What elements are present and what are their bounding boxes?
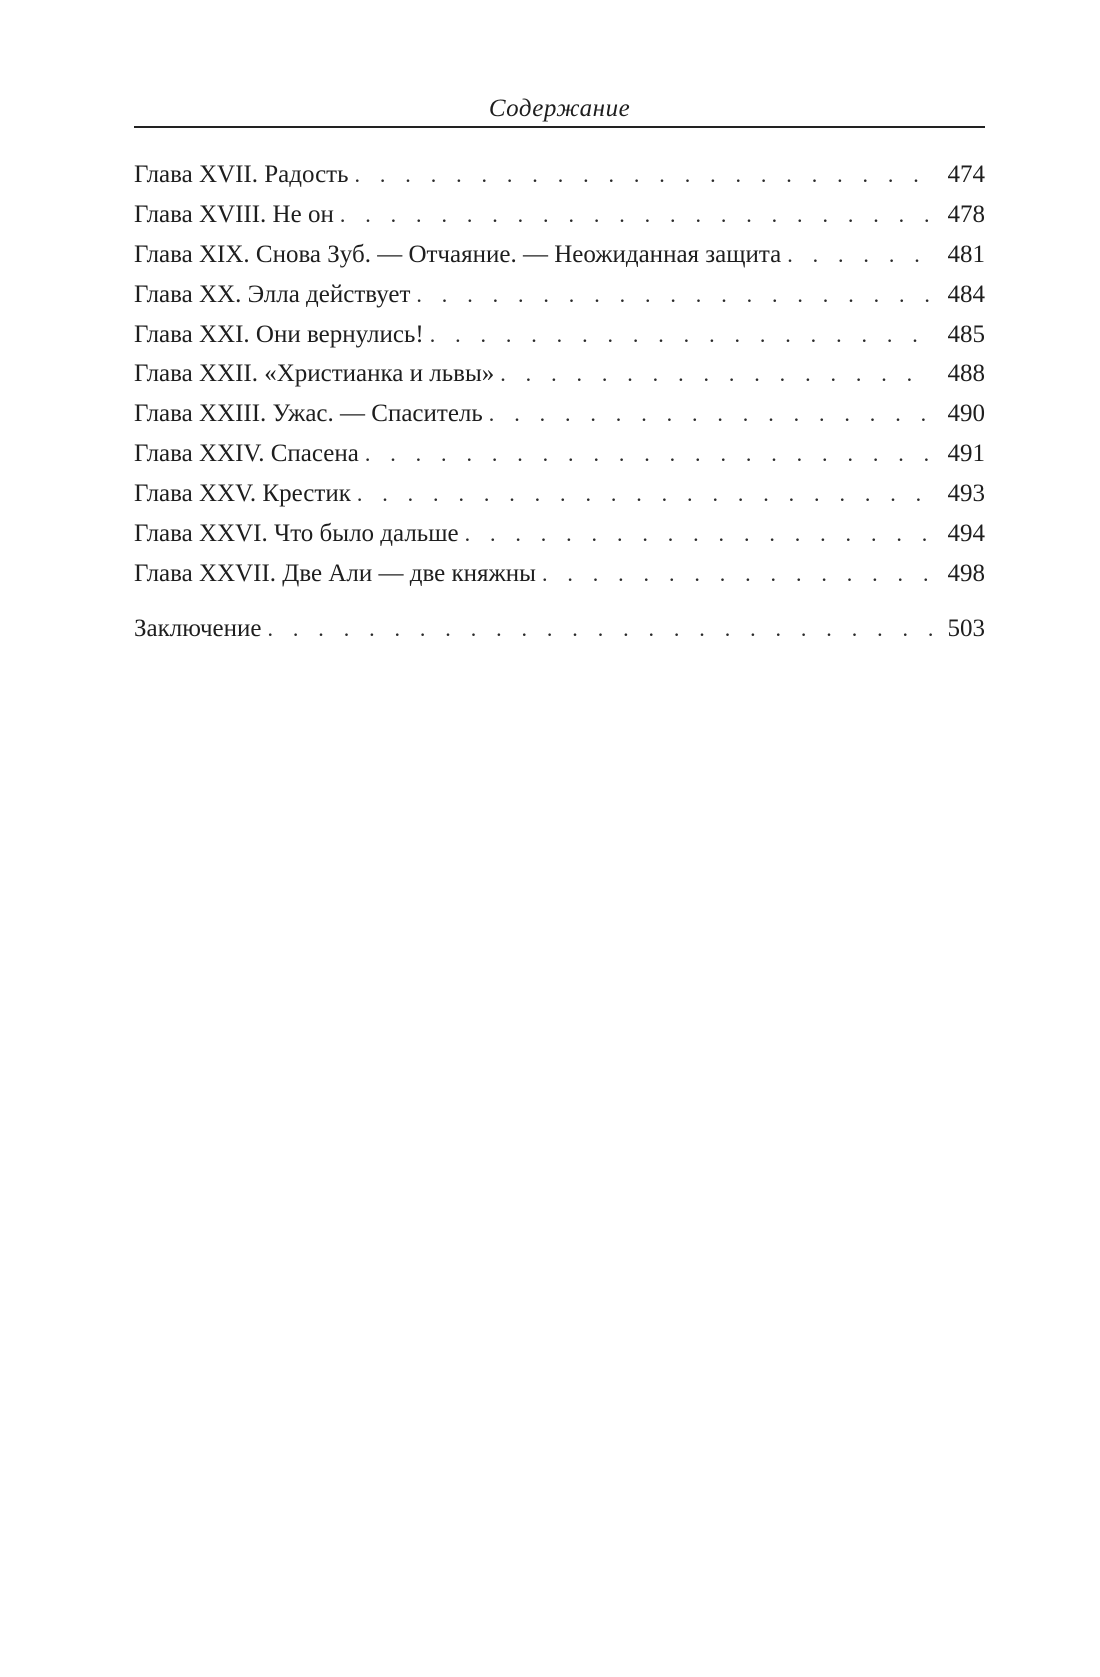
- dot-leader: [340, 199, 933, 231]
- toc-entry-page: 493: [947, 480, 985, 508]
- toc-entry-page: 498: [947, 559, 985, 587]
- dot-leader: [542, 558, 933, 590]
- toc-entry[interactable]: [134, 358, 985, 398]
- toc-entry[interactable]: [134, 398, 985, 438]
- toc-entry-page: 490: [947, 400, 985, 428]
- toc-entry-page: 503: [947, 614, 985, 642]
- toc-entry-page: 481: [947, 240, 985, 268]
- toc-entry-title: Глава XXIV. Спасена: [134, 440, 359, 468]
- toc-entry[interactable]: [134, 478, 985, 518]
- toc-entry-title: Глава XXIII. Ужас. — Спаситель: [134, 400, 483, 428]
- dot-leader: [365, 438, 933, 470]
- toc-entry-page: 474: [947, 161, 985, 188]
- running-head: Содержание: [488, 95, 631, 122]
- dot-leader: [355, 159, 934, 191]
- toc-entry[interactable]: [134, 518, 985, 558]
- toc-entry-conclusion[interactable]: [134, 613, 985, 653]
- toc-entry[interactable]: [134, 279, 985, 319]
- dot-leader: [500, 358, 933, 390]
- dot-leader: [465, 518, 933, 550]
- dot-leader: [430, 319, 933, 351]
- toc-entry-page: 494: [947, 520, 985, 548]
- toc-entry[interactable]: [134, 239, 985, 279]
- toc-entry-page: 485: [947, 320, 985, 348]
- toc-entry[interactable]: [134, 319, 985, 359]
- toc-entry-title: Глава XXVII. Две Али — две княжны: [134, 559, 536, 587]
- dot-leader: [357, 478, 933, 510]
- toc-entry-title: Заключение: [134, 614, 262, 642]
- toc-entry-title: Глава XXVI. Что было дальше: [134, 520, 459, 548]
- toc-entry[interactable]: [134, 438, 985, 478]
- toc-entry-page: 484: [947, 280, 985, 308]
- dot-leader: [787, 239, 933, 271]
- toc-entry[interactable]: [134, 199, 985, 239]
- toc-entry-title: Глава XVII. Радость: [134, 161, 349, 188]
- toc-entry[interactable]: [134, 558, 985, 598]
- toc-entry-title: Глава XXV. Крестик: [134, 480, 351, 508]
- book-page: [134, 0, 985, 653]
- toc-entry-title: Глава XX. Элла действует: [134, 280, 411, 308]
- toc-entry-page: 478: [947, 200, 985, 228]
- toc-entry-title: Глава XXI. Они вернулись!: [134, 320, 424, 348]
- toc-entry[interactable]: [134, 159, 985, 199]
- toc-entry-title: Глава XVIII. Не он: [134, 200, 334, 228]
- header-rule: [134, 126, 985, 128]
- toc-entry-title: Глава XXII. «Христианка и львы»: [134, 360, 495, 388]
- dot-leader: [489, 398, 933, 430]
- toc-entry-page: 491: [947, 440, 985, 468]
- toc-entry-title: Глава XIX. Снова Зуб. — Отчаяние. — Неожиданная защита: [134, 240, 782, 268]
- toc-entry-page: 488: [947, 360, 985, 388]
- dot-leader: [416, 279, 933, 311]
- table-of-contents: [134, 159, 985, 653]
- dot-leader: [268, 613, 934, 645]
